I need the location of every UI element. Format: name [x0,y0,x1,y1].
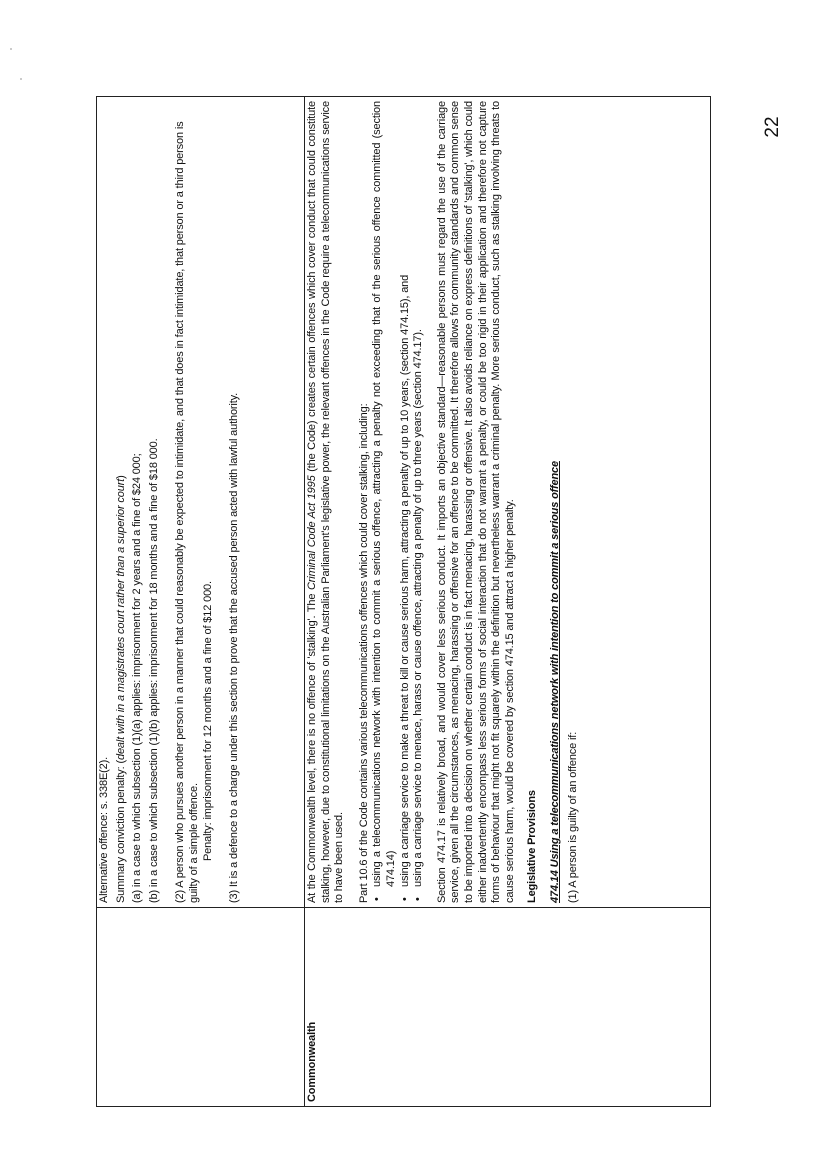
table-row [97,97,305,1107]
scan-speck [10,48,12,50]
penalty-item-b: (b) in a case to which subsection (1)(b) applies: imprisonment for 18 months and a fine of $18 000. [147,438,160,903]
section-474-17-text: Section 474.17 is relatively broad, and would cover less serious conduct. It imports an objective standard—reasonable persons must regard the use of the carriage service, given all the circumstances, as menacing, harassing or offensive for an offence to be committed. It therefore allows for community standards and common sense to be imported into a decision on whether certain conduct is in fact menacing, harassing or offensive. It also avoids reliance on express definitions of 'stalking', which could either inadvertently encompass less serious forms of social interaction that do not warrant a penalty, or could be too rigid in their application and therefore not capture forms of behaviour that might not fit squarely within the definition but nevertheless warrant a criminal penalty. More serious conduct, such as stalking involving threats to cause serious harm, would be covered by section 474.15 and attract a higher penalty. [435,101,516,903]
list-item: • using a carriage service to make a threat to kill or cause serious harm, attracting a penalty of up to 10 years, (section 474.15), and [399,101,413,903]
subsection-2-text: (2) A person who pursues another person in a manner that could reasonably be expected to intimidate, and that does in fact intimidate, that person or a third person is guilty of a simple offence. [174,121,200,903]
list-item: • using a telecommunications network with intention to commit a serious offence, attracting a penalty not exceeding that of the serious offence committed (section 474.14) [371,101,398,903]
provision-title: 474.14 Using a telecommunications network with intention to commit a serious offence [548,461,561,903]
scan-speck [20,78,22,80]
subsection-2-penalty: Penalty: imprisonment for 12 months and a fine of $12 000. [201,581,214,861]
list-item: • using a carriage service to menace, harass or cause offence, attracting a penalty of up to three years (section 474.17). [412,101,426,903]
page-number: 22 [762,116,783,138]
content-cell [97,97,305,908]
alt-offence-text: Alternative offence: s. 338E(2). [98,756,110,903]
jurisdiction-cell [97,908,305,1107]
jurisdiction-cell: Commonwealth [305,908,711,1107]
part-intro-text: Part 10.6 of the Code contains various telecommunications offences which could cover stalking, including: [357,403,370,903]
table-row [305,97,711,1107]
rotated-page [96,97,712,1107]
content-cell [305,97,711,908]
offence-list [371,101,425,903]
summary-penalty-text: Summary conviction penalty: (dealt with in a magistrates court rather than a superior court) [114,475,127,903]
provision-item: (1) A person is guilty of an offence if: [566,731,579,903]
commonwealth-intro: At the Commonwealth level, there is no offence of 'stalking'. The Criminal Code Act 1995 (the Code) creates certain offences which cover conduct that could constitute stalking, however, due to constitutional limitations on the Australian Parliament's legislative power, the relevant offences in the Code require a telecommunications service to have been used. [306,101,346,903]
subsection-3-text: (3) It is a defence to a charge under this section to prove that the accused person acted with lawful authority. [228,392,241,903]
legislative-heading: Legislative Provisions [526,790,539,903]
legislation-table [96,96,711,1107]
penalty-item-a: (a) in a case to which subsection (1)(a) applies: imprisonment for 2 years and a fine of $24 000; [131,453,144,903]
